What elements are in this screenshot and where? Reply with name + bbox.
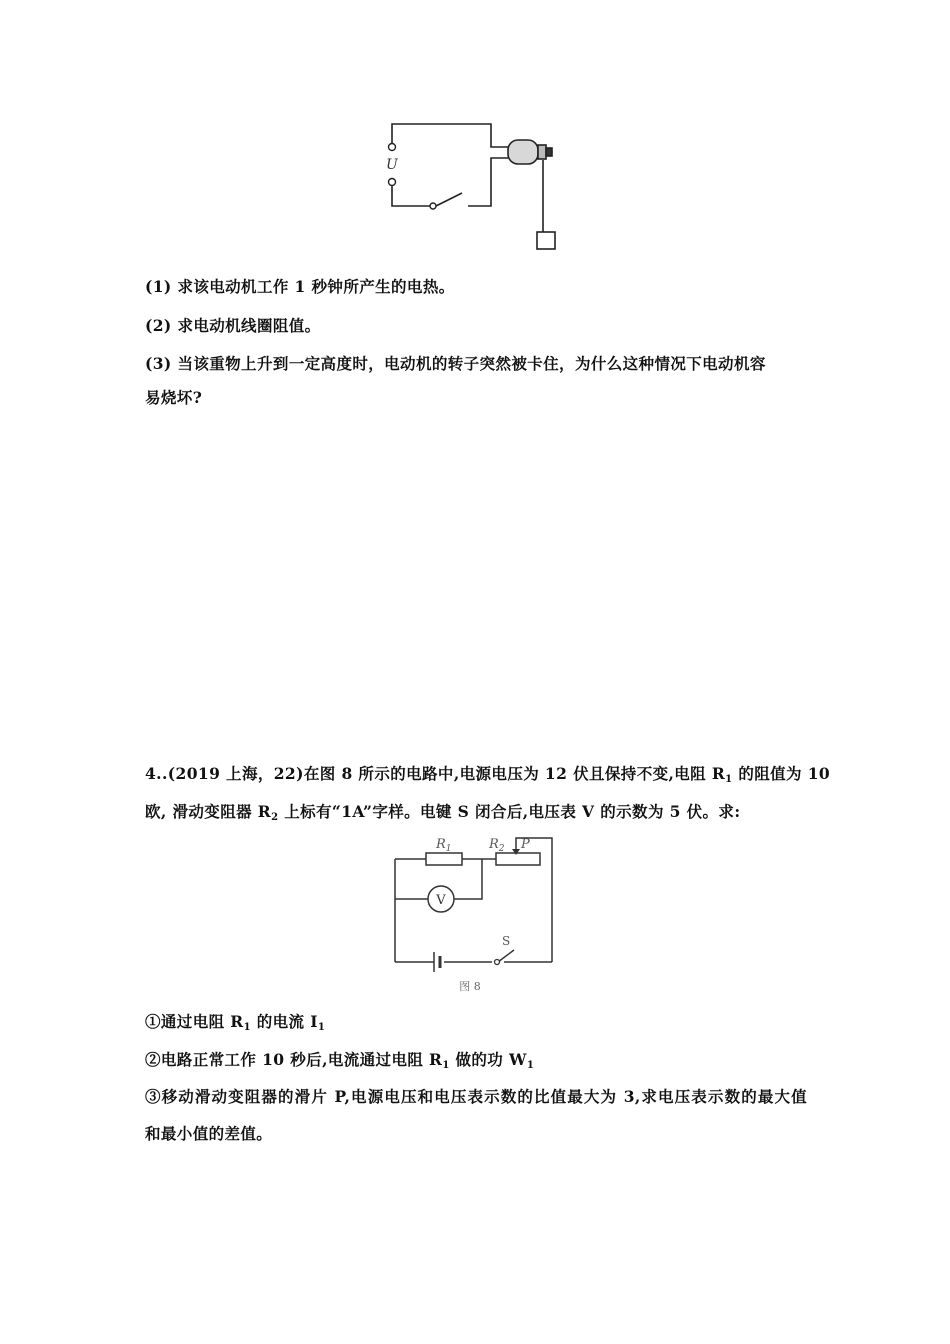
q4-sub2: ②电路正常工作 10 秒后,电流通过电阻 $R_1$ 做的功 $W_1$ — [145, 1050, 535, 1071]
q3-item-1: (1) 求该电动机工作 1 秒钟所产生的电热。 — [145, 277, 455, 296]
v-label: V — [436, 893, 446, 908]
q4-stem-line2: 欧, 滑动变阻器 $R_2$ 上标有“1A”字样。电键 S 闭合后,电压表 V 的示数为 5 伏。求: — [145, 802, 741, 823]
r1-resistor — [426, 853, 462, 865]
q3-item-4: 易烧坏? — [145, 388, 203, 407]
q4-sub1: ①通过电阻 $R_1$ 的电流 $I_1$ — [145, 1012, 326, 1033]
q4-stem-line1: 4..(2019 上海，22)在图 8 所示的电路中,电源电压为 12 伏且保持不变,电阻 $R_1$ 的阻值为 10 — [145, 764, 831, 785]
q3-item-2: (2) 求电动机线圈阻值。 — [145, 316, 321, 335]
figure-caption: 图 8 — [459, 980, 481, 993]
p-label: P — [521, 837, 530, 852]
s-label: S — [502, 934, 511, 948]
r2-label: $R_2$ — [489, 837, 505, 854]
switch-pivot-fig8 — [495, 960, 500, 965]
q4-sub3-line2: 和最小值的差值。 — [145, 1124, 273, 1143]
voltage-label: U — [386, 157, 398, 173]
q4-sub3-line1: ③移动滑动变阻器的滑片 P,电源电压和电压表示数的比值最大为 3,求电压表示数的最大值 — [145, 1087, 807, 1106]
r2-resistor — [496, 853, 540, 865]
q3-item-3: (3) 当该重物上升到一定高度时，电动机的转子突然被卡住，为什么这种情况下电动机容 — [145, 354, 766, 373]
r1-label: $R_1$ — [436, 837, 452, 854]
